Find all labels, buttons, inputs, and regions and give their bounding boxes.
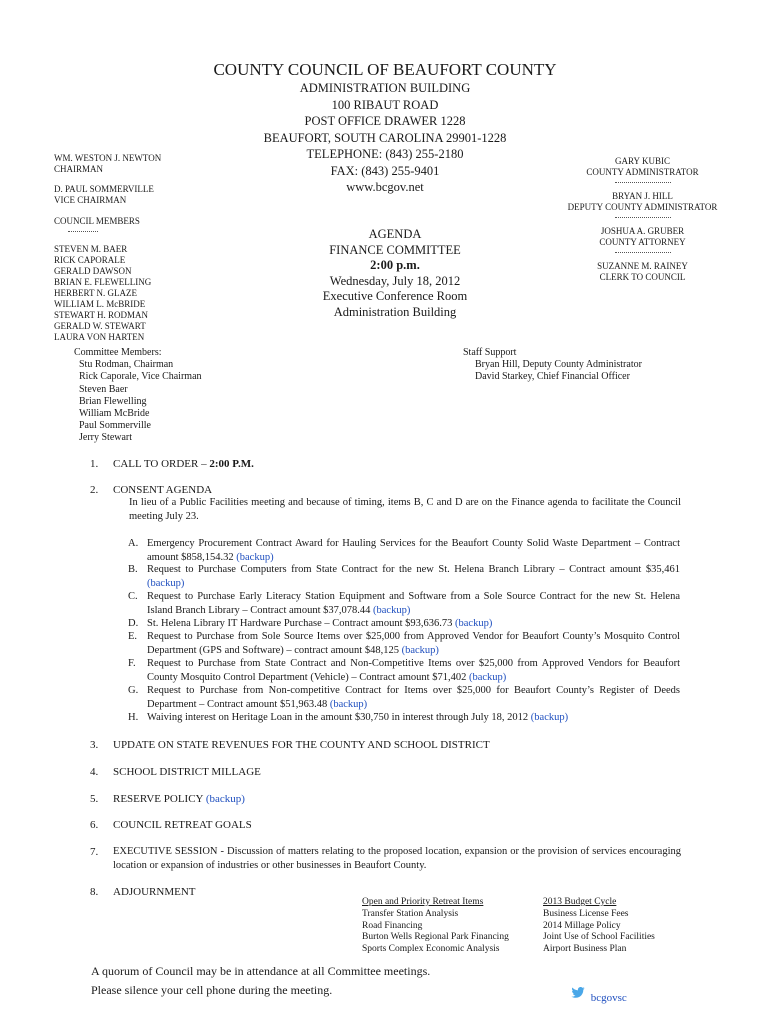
attorney-name: JOSHUA A. GRUBER: [600, 226, 685, 236]
clerk-name: SUZANNE M. RAINEY: [597, 261, 688, 271]
deputy-title: DEPUTY COUNTY ADMINISTRATOR: [567, 202, 718, 212]
backup-link[interactable]: (backup): [530, 712, 569, 723]
twitter-link[interactable]: [570, 985, 627, 1004]
agenda-label: AGENDA: [368, 227, 422, 241]
council-officers: [54, 153, 204, 343]
budget-item: Joint Use of School Facilities: [543, 932, 655, 943]
consent-item-f: F. Request to Purchase from State Contract and Non-Competitive Items over $25,000 from Approved Vendors for Beaufort County Mosquito Control Department (Vehicle) – Contract amount $71,402 (backup): [128, 658, 680, 683]
quorum-notice: A quorum of Council may be in attendance at all Committee meetings.: [91, 964, 431, 978]
address-line: 100 RIBAUT ROAD: [331, 97, 439, 112]
consent-item-b: B. Request to Purchase Computers from State Contract for the new St. Helena Branch Library – Contract amount $35,461 (backup): [128, 564, 680, 589]
agenda-item-reserve-policy: RESERVE POLICY (backup): [113, 793, 245, 805]
committee-member: Stu Rodman, Chairman: [79, 359, 174, 371]
committee-members: [74, 347, 274, 445]
committee-member: Paul Sommerville: [79, 420, 151, 432]
address-line: ADMINISTRATION BUILDING: [299, 81, 471, 95]
fax-line: FAX: (843) 255-9401: [330, 163, 440, 178]
meeting-date: Wednesday, July 18, 2012: [329, 273, 461, 288]
consent-item-g: G. Request to Purchase from Non-competitive Contract for Items over $25,000 for Beaufort County’s Register of Deeds Department – Contract amount $51,963.48 (backup): [128, 685, 680, 710]
consent-item-a: A. Emergency Procurement Contract Award for Hauling Services for the Beaufort County Solid Waste Department – Contract amount $858,154.32 (backup): [128, 538, 680, 563]
staff-officers: [560, 156, 725, 283]
staff-member: Bryan Hill, Deputy County Administrator: [475, 359, 642, 371]
council-member: GERALD W. STEWART: [54, 321, 146, 331]
vice-chairman-name: D. PAUL SOMMERVILLE: [54, 184, 154, 194]
item-number: 6.: [90, 819, 99, 831]
council-member: RICK CAPORALE: [54, 255, 126, 265]
committee-member: Steven Baer: [79, 383, 128, 395]
divider: [615, 182, 671, 187]
retreat-item: Road Financing: [362, 920, 423, 931]
item-number: 3.: [90, 739, 99, 751]
item-number: 1.: [90, 458, 99, 470]
consent-intro: In lieu of a Public Facilities meeting and because of timing, items B, C and D are on the Finance agenda to facilitate the Council meeting July 23.: [129, 497, 681, 522]
chairman-name: WM. WESTON J. NEWTON: [54, 153, 162, 163]
backup-link[interactable]: (backup): [468, 671, 507, 683]
divider: [68, 231, 98, 244]
council-member: STEWART H. RODMAN: [54, 310, 149, 320]
agenda-item-retreat-goals: COUNCIL RETREAT GOALS: [113, 819, 252, 831]
committee-member: Brian Flewelling: [79, 395, 147, 407]
address-line: POST OFFICE DRAWER 1228: [304, 114, 466, 128]
backup-link[interactable]: (backup): [401, 644, 439, 656]
meeting-building: Administration Building: [333, 304, 457, 319]
council-member: WILLIAM L. McBRIDE: [54, 299, 146, 309]
backup-link[interactable]: (backup): [147, 577, 185, 589]
committee-member: Rick Caporale, Vice Chairman: [79, 371, 202, 383]
consent-item-e: E. Request to Purchase from Sole Source Items over $25,000 from Approved Vendor for Beaufort County’s Mosquito Control Department (GPS and Software) – contract amount $48,125 (backup): [128, 631, 680, 656]
agenda-item-adjournment: ADJOURNMENT: [113, 886, 196, 898]
backup-link[interactable]: (backup): [236, 551, 274, 563]
backup-link[interactable]: (backup): [373, 604, 411, 616]
council-member: LAURA VON HARTEN: [54, 332, 145, 342]
staff-support-label: Staff Support: [463, 347, 517, 358]
retreat-heading: Open and Priority Retreat Items: [362, 897, 484, 907]
council-member: GERALD DAWSON: [54, 266, 132, 276]
administrator-title: COUNTY ADMINISTRATOR: [586, 167, 699, 177]
meeting-room: Executive Conference Room: [322, 289, 468, 303]
backup-link[interactable]: (backup): [455, 618, 493, 629]
council-member: STEVEN M. BAER: [54, 244, 128, 254]
agenda-item-executive-session: EXECUTIVE SESSION - Discussion of matters relating to the proposed location, expansion or the provision of services encouraging location or expansion of industries or other businesses in Beaufort County.: [113, 846, 681, 871]
item-number: 2.: [90, 484, 99, 496]
committee-member: William McBride: [79, 408, 150, 420]
backup-link[interactable]: (backup): [205, 793, 245, 805]
council-members-label: COUNCIL MEMBERS: [54, 216, 140, 226]
consent-item-h: H. Waiving interest on Heritage Loan in the amount $30,750 in interest through July 18, 2012 (backup): [128, 712, 569, 723]
council-member: HERBERT N. GLAZE: [54, 288, 138, 298]
attorney-title: COUNTY ATTORNEY: [599, 237, 686, 247]
item-number: 5.: [90, 793, 99, 805]
retreat-item: Transfer Station Analysis: [362, 908, 459, 919]
budget-heading: 2013 Budget Cycle: [543, 897, 617, 907]
retreat-item: Sports Complex Economic Analysis: [362, 944, 500, 955]
letterhead: [150, 60, 620, 196]
agenda-block: [300, 227, 490, 320]
telephone-line: TELEPHONE: (843) 255-2180: [306, 147, 464, 161]
chairman-title: CHAIRMAN: [54, 164, 104, 174]
retreat-items-list: [362, 897, 542, 956]
retreat-item: Burton Wells Regional Park Financing: [362, 932, 509, 943]
agenda-item-consent: CONSENT AGENDA: [113, 484, 213, 496]
agenda-item-call-to-order: CALL TO ORDER – 2:00 P.M.: [113, 458, 254, 470]
twitter-bird-icon: [570, 987, 586, 998]
meeting-time: 2:00 p.m.: [370, 258, 420, 272]
backup-link[interactable]: (backup): [329, 698, 368, 710]
committee-members-label: Committee Members:: [74, 347, 162, 358]
call-to-order-time: 2:00 P.M.: [209, 458, 254, 470]
committee-member: Jerry Stewart: [79, 432, 133, 444]
deputy-name: BRYAN J. HILL: [612, 191, 673, 201]
committee-name: FINANCE COMMITTEE: [329, 242, 461, 257]
agenda-item-state-revenues: UPDATE ON STATE REVENUES FOR THE COUNTY AND SCHOOL DISTRICT: [113, 739, 490, 751]
consent-item-d: D. St. Helena Library IT Hardware Purchase – Contract amount $93,636.73 (backup): [128, 618, 493, 629]
silence-notice: Please silence your cell phone during the meeting.: [91, 983, 333, 997]
vice-chairman-title: VICE CHAIRMAN: [54, 195, 127, 205]
budget-item: Business License Fees: [543, 908, 629, 919]
item-number: 7.: [90, 846, 99, 858]
address-line: BEAUFORT, SOUTH CAROLINA 29901-1228: [263, 130, 507, 145]
page-title: COUNTY COUNCIL OF BEAUFORT COUNTY: [213, 60, 557, 79]
budget-item: 2014 Millage Policy: [543, 920, 621, 931]
staff-member: David Starkey, Chief Financial Officer: [475, 371, 630, 383]
clerk-title: CLERK TO COUNCIL: [599, 272, 686, 282]
administrator-name: GARY KUBIC: [615, 156, 670, 166]
staff-support: [463, 347, 693, 384]
website-link[interactable]: www.bcgov.net: [346, 180, 424, 194]
divider: [615, 217, 671, 222]
consent-item-c: C. Request to Purchase Early Literacy Station Equipment and Software from a Sole Source Contract for the new St. Helena Island Branch Library – Contract amount $37,078.44 (backup): [128, 591, 680, 616]
council-member: BRIAN E. FLEWELLING: [54, 277, 152, 287]
item-number: 4.: [90, 766, 99, 778]
divider: [615, 252, 671, 257]
twitter-handle: bcgovsc: [590, 992, 627, 1004]
budget-item: Airport Business Plan: [543, 944, 627, 955]
budget-cycle-list: [543, 897, 683, 956]
item-number: 8.: [90, 886, 99, 898]
agenda-item-school-millage: SCHOOL DISTRICT MILLAGE: [113, 766, 261, 778]
